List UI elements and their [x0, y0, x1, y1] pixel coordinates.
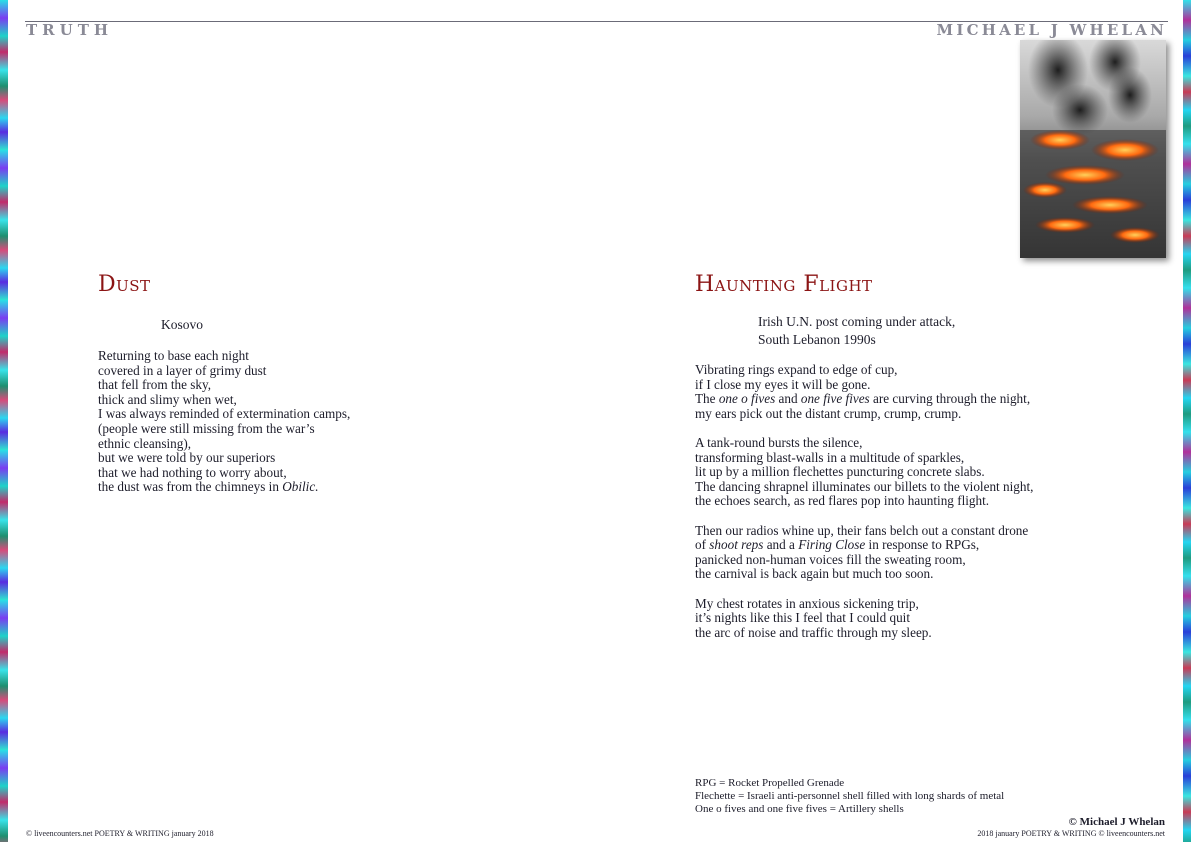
- footnote: Flechette = Israeli anti-personnel shell filled with long shards of metal: [695, 790, 1005, 802]
- poem-body-dust: [98, 349, 350, 495]
- poem-line: if I close my eyes it will be gone.: [695, 376, 871, 392]
- poem-subtitle-haunting-flight: [758, 313, 955, 349]
- poem-line-text: are curving through the night,: [869, 391, 1031, 407]
- poem-line: [695, 392, 1033, 407]
- poem-line-text: in response to RPGs,: [865, 537, 980, 553]
- poem-line: A tank-round bursts the silence,: [695, 434, 863, 450]
- subtitle-line: South Lebanon 1990s: [758, 332, 876, 347]
- poem-line: (people were still missing from the war’s: [98, 420, 315, 436]
- poem-line: the echoes search, as red flares pop into haunting flight.: [695, 493, 990, 509]
- footnote: One o fives and one five fives = Artillery shells: [695, 803, 904, 815]
- poem-line: panicked non-human voices fill the sweating room,: [695, 551, 966, 567]
- poem-line: lit up by a million flechettes puncturing concrete slabs.: [695, 464, 985, 480]
- poem-title-haunting-flight: Haunting Flight: [695, 272, 873, 297]
- poem-line: that fell from the sky,: [98, 377, 212, 393]
- poem-subtitle-dust: Kosovo: [161, 317, 204, 332]
- poem-line-text: The: [695, 391, 719, 407]
- footer-right: 2018 january POETRY & WRITING © liveencounters.net: [977, 829, 1165, 838]
- poem-line: but we were told by our superiors: [98, 450, 276, 466]
- poem-line: covered in a layer of grimy dust: [98, 362, 267, 378]
- author-copyright: © Michael J Whelan: [1068, 816, 1165, 828]
- poem-line: that we had nothing to worry about,: [98, 464, 287, 480]
- poem-line-italic: Obilic.: [282, 479, 319, 495]
- poem-line-text: and: [775, 391, 801, 407]
- footnote: RPG = Rocket Propelled Grenade: [695, 777, 845, 789]
- poem-line-italic: one o fives: [718, 391, 776, 407]
- stanza-3: [695, 524, 1033, 582]
- poem-line-italic: one five fives: [800, 391, 870, 407]
- burning-landscape-photo: [1020, 40, 1166, 258]
- poem-line: it’s nights like this I feel that I could quit: [695, 610, 910, 626]
- stanza-2: [695, 436, 1033, 509]
- poem-line-text: the dust was from the chimneys in: [98, 479, 283, 495]
- subtitle-line: Irish U.N. post coming under attack,: [758, 314, 956, 329]
- poem-title-dust: Dust: [98, 272, 151, 297]
- poem-line: transforming blast-walls in a multitude of sparkles,: [695, 449, 965, 465]
- poem-line-italic: shoot reps: [709, 537, 764, 553]
- poem-line: ethnic cleansing),: [98, 435, 192, 451]
- poem-line: [98, 480, 350, 495]
- poem-line-text: and a: [763, 537, 799, 553]
- running-head-left: TRUTH: [26, 21, 114, 39]
- footnotes: [695, 777, 1004, 816]
- poem-line: the arc of noise and traffic through my sleep.: [695, 624, 932, 640]
- right-decorative-edge: [1183, 0, 1191, 842]
- poem-line: my ears pick out the distant crump, crump, crump.: [695, 405, 962, 421]
- poem-line: Returning to base each night: [98, 348, 249, 363]
- poem-line: My chest rotates in anxious sickening trip,: [695, 595, 919, 611]
- poem-line: Then our radios whine up, their fans belch out a constant drone: [695, 522, 1029, 538]
- poem-line: Vibrating rings expand to edge of cup,: [695, 362, 898, 377]
- poem-body-haunting-flight: [695, 363, 1033, 640]
- poem-line: thick and slimy when wet,: [98, 391, 237, 407]
- poem-line-text: of: [695, 537, 710, 553]
- poem-line: the carnival is back again but much too soon.: [695, 566, 934, 582]
- stanza-1: [695, 363, 1033, 421]
- poem-line: [695, 538, 1033, 553]
- poem-line: The dancing shrapnel illuminates our billets to the violent night,: [695, 478, 1034, 494]
- stanza-4: [695, 597, 1033, 641]
- poem-line: I was always reminded of extermination camps,: [98, 406, 351, 422]
- footer-left: © liveencounters.net POETRY & WRITING january 2018: [26, 829, 214, 838]
- running-head-right: MICHAEL J WHELAN: [936, 21, 1167, 39]
- poem-line-italic: Firing Close: [798, 537, 866, 553]
- left-decorative-edge: [0, 0, 8, 842]
